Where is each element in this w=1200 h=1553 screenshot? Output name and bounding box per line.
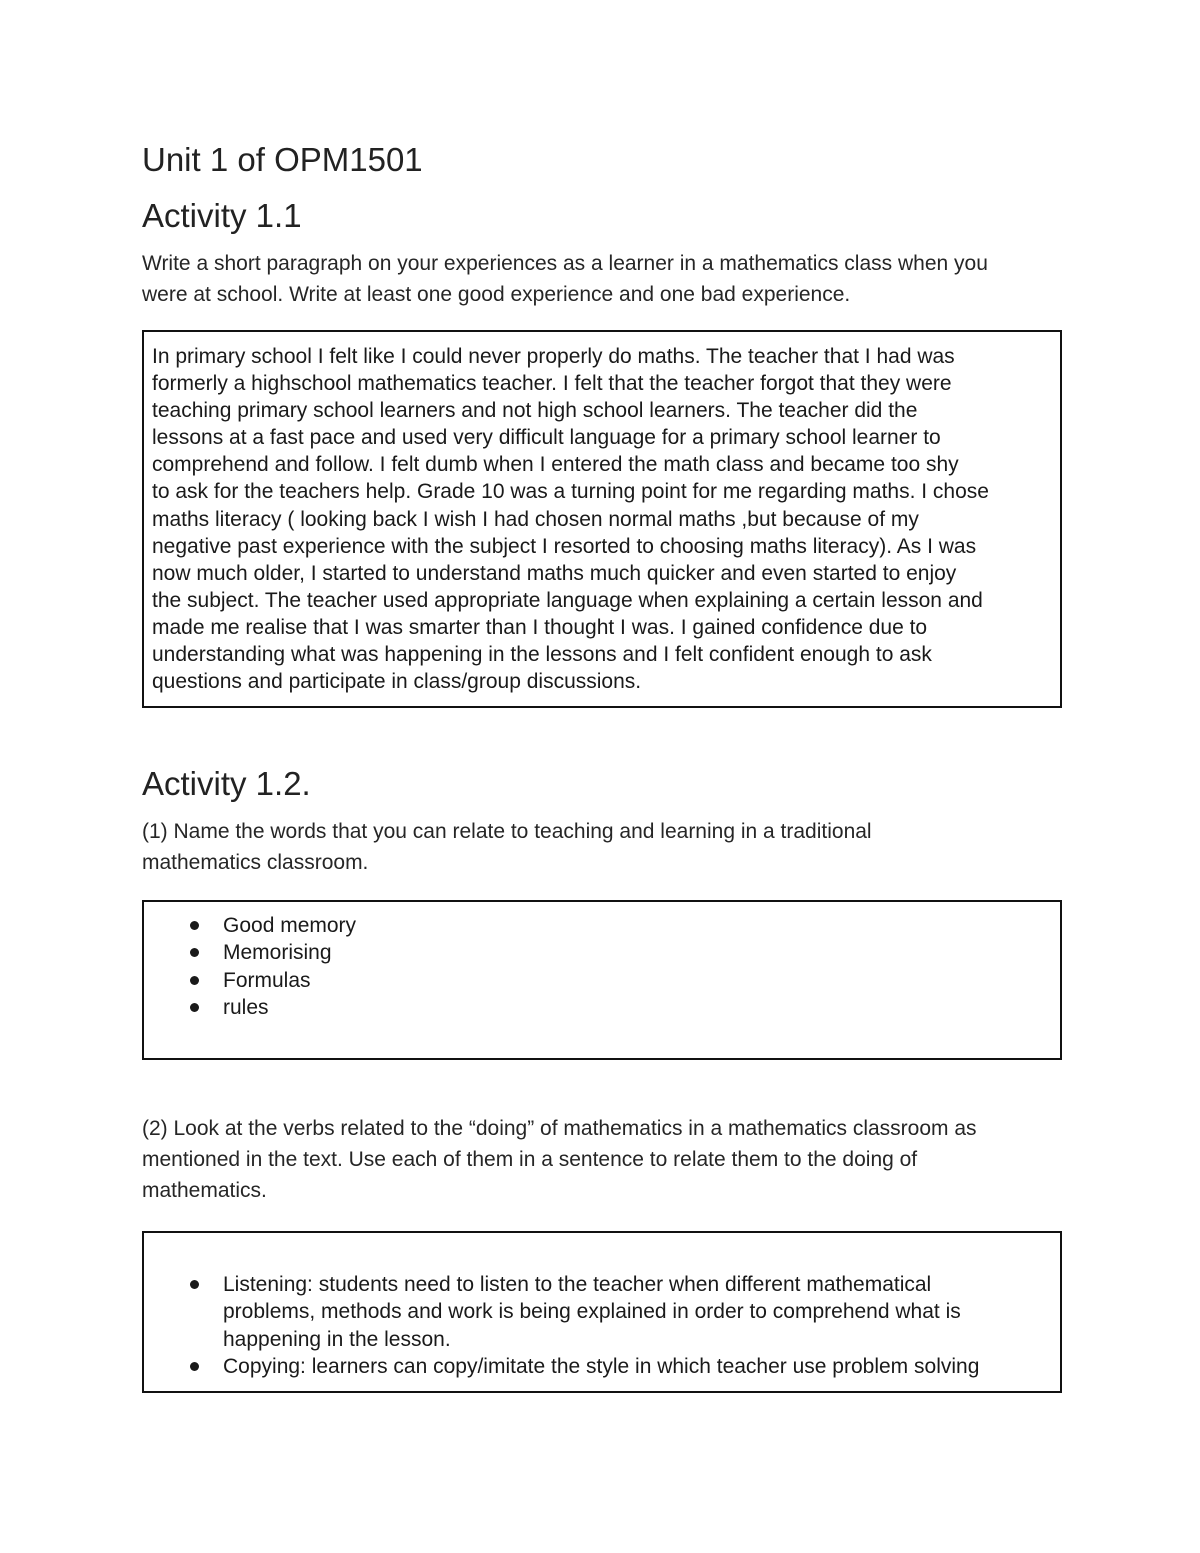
list-item [144,1271,1060,1353]
question-1-prompt [142,816,1062,878]
document-page [142,140,1062,1393]
activity-1-1-heading: Activity 1.1 [142,197,302,234]
question-2-answer-box [142,1231,1062,1393]
answer-line: maths literacy ( looking back I wish I had chosen normal maths ,but because of my [152,507,919,531]
list-item [144,912,1060,939]
answer-line: understanding what was happening in the lessons and I felt confident enough to ask [152,643,932,667]
prompt-line: (1) Name the words that you can relate to teaching and learning in a traditional [142,820,872,843]
list-item-text: rules [223,995,269,1019]
answer-line: In primary school I felt like I could never properly do maths. The teacher that I had was [152,345,955,368]
question-2-prompt [142,1113,1062,1206]
answer-line: comprehend and follow. I felt dumb when I entered the math class and became too shy [152,453,959,477]
bullet-icon [190,948,199,957]
answer-line: questions and participate in class/group discussions. [152,670,642,694]
list-item-line: Listening: students need to listen to the teacher when different mathematical [223,1273,932,1296]
prompt-line: mentioned in the text. Use each of them in a sentence to relate them to the doing of [142,1148,918,1171]
answer-line: now much older, I started to understand maths much quicker and even started to enjoy [152,561,957,585]
prompt-line: mathematics. [142,1179,267,1202]
question-1-answer-box [142,900,1062,1060]
prompt-line: (2) Look at the verbs related to the “doing” of mathematics in a mathematics classroom as [142,1117,977,1140]
list-item-text: Memorising [223,941,332,965]
question-1-answer-list [144,912,1060,1021]
list-item-text: Formulas [223,968,311,992]
list-item [144,994,1060,1021]
document-title: Unit 1 of OPM1501 [142,141,423,178]
answer-line: lessons at a fast pace and used very difficult language for a primary school learner to [152,426,941,450]
bullet-icon [190,1362,199,1371]
question-2-answer-list [144,1271,1060,1380]
prompt-line: were at school. Write at least one good experience and one bad experience. [142,283,851,306]
list-item-line: happening in the lesson. [223,1327,451,1351]
answer-line: negative past experience with the subject I resorted to choosing maths literacy). As I was [152,534,977,558]
list-item-line: problems, methods and work is being explained in order to comprehend what is [223,1300,961,1324]
list-item-text: Good memory [223,914,357,937]
prompt-line: Write a short paragraph on your experiences as a learner in a mathematics class when you [142,252,988,275]
list-item-line: Copying: learners can copy/imitate the style in which teacher use problem solving [223,1354,980,1378]
activity-1-1-answer-box [142,330,1062,708]
answer-line: the subject. The teacher used appropriate language when explaining a certain lesson and [152,588,983,612]
bullet-icon [190,921,199,930]
activity-1-1-prompt [142,248,1062,310]
answer-line: formerly a highschool mathematics teacher. I felt that the teacher forgot that they were [152,372,952,396]
answer-line: made me realise that I was smarter than I thought I was. I gained confidence due to [152,615,928,639]
prompt-line: mathematics classroom. [142,851,369,874]
answer-line: to ask for the teachers help. Grade 10 was a turning point for me regarding maths. I chose [152,480,989,504]
bullet-icon [190,1003,199,1012]
list-item [144,967,1060,994]
list-item [144,939,1060,966]
activity-1-2-heading: Activity 1.2. [142,765,311,802]
activity-1-1-answer-text [144,332,1060,695]
list-item [144,1353,1060,1380]
bullet-icon [190,1280,199,1289]
answer-line: teaching primary school learners and not high school learners. The teacher did the [152,399,918,423]
bullet-icon [190,976,199,985]
